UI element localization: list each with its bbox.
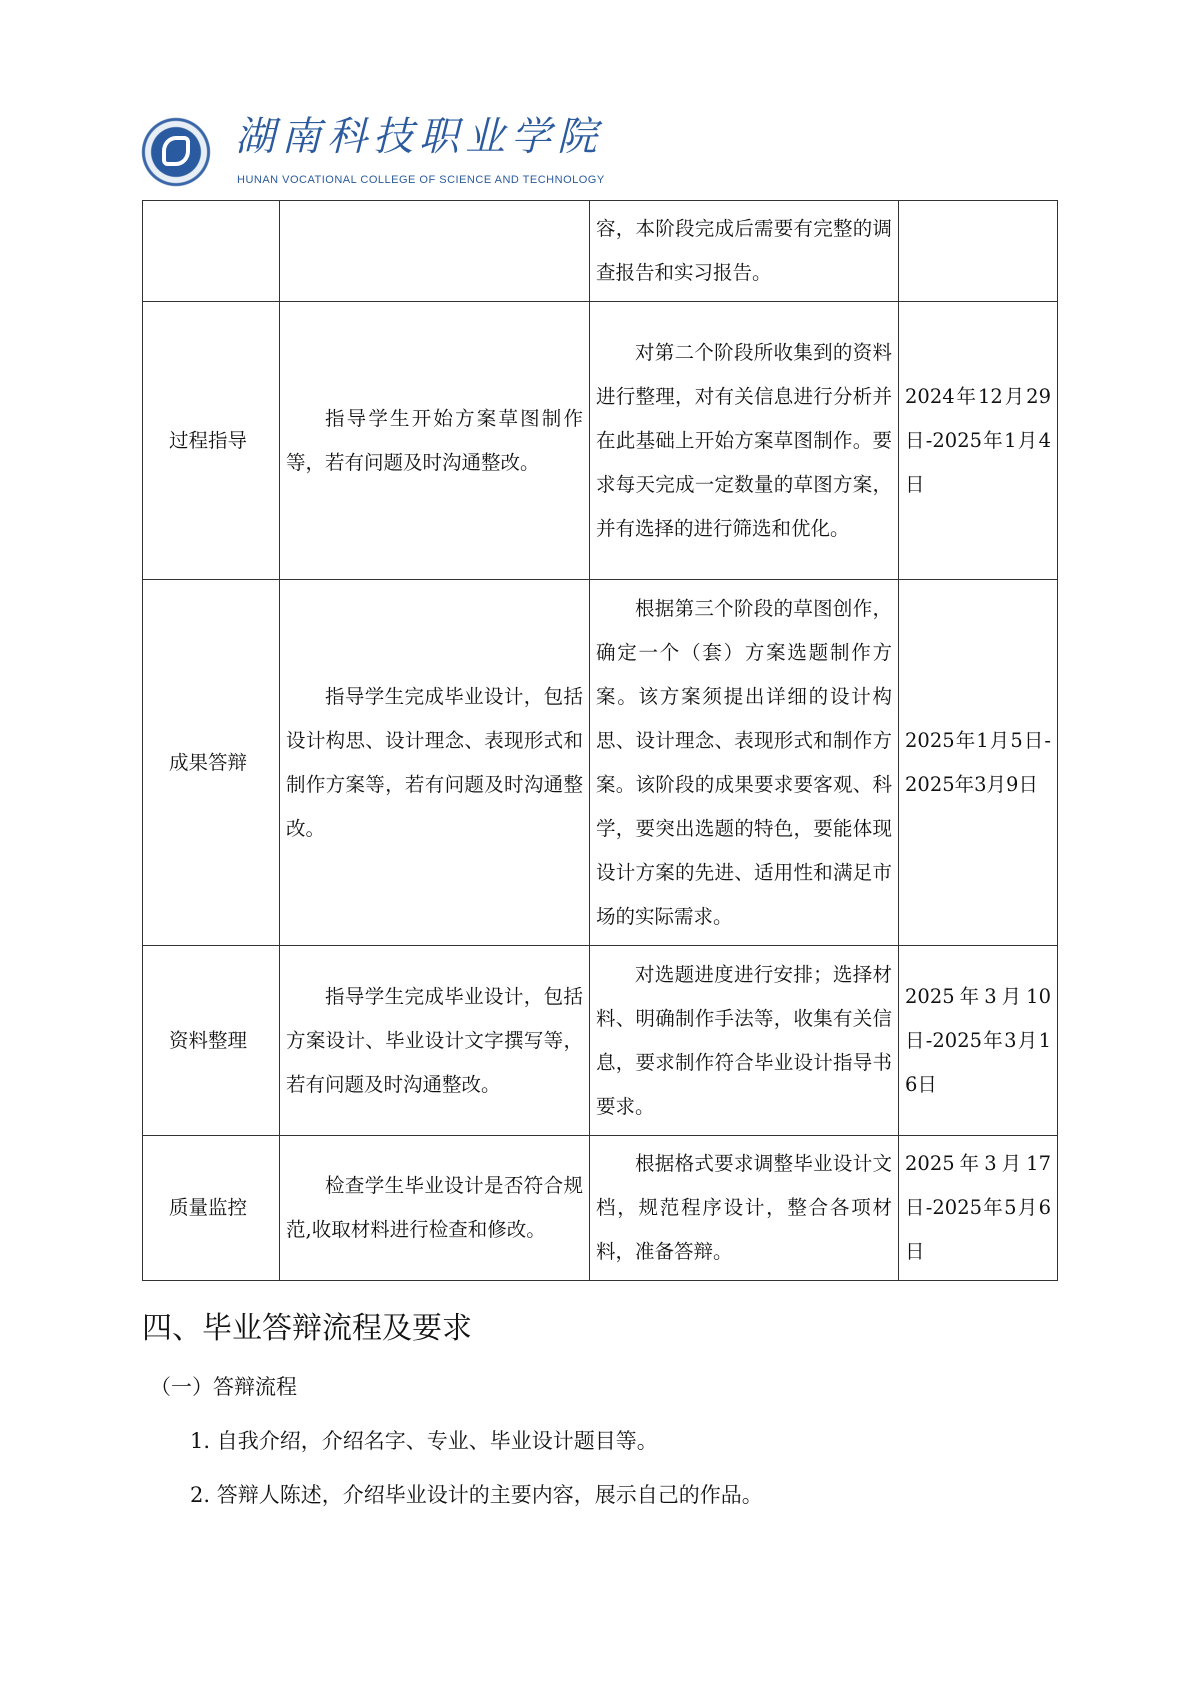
schedule-table (142, 200, 1058, 1281)
content-text: 对选题进度进行安排；选择材料、明确制作手法等，收集有关信息，要求制作符合毕业设计指导书要求。 (596, 962, 892, 1118)
guidance-text: 指导学生完成毕业设计，包括方案设计、毕业设计文字撰写等，若有问题及时沟通整改。 (286, 984, 583, 1096)
table-row (143, 946, 1058, 1136)
guidance-cell (280, 580, 590, 946)
section-heading: 四、毕业答辩流程及要求 (142, 1311, 472, 1346)
page-body (142, 200, 1057, 1511)
time-cell (899, 201, 1058, 302)
stage-cell (143, 201, 280, 302)
list-item: 2. 答辩人陈述，介绍毕业设计的主要内容，展示自己的作品。 (190, 1483, 763, 1507)
table-row (143, 580, 1058, 946)
table-row (143, 201, 1058, 302)
content-cell (590, 302, 899, 580)
content-text: 根据格式要求调整毕业设计文档，规范程序设计，整合各项材料，准备答辩。 (596, 1152, 892, 1263)
time-cell: 2025年1月5日-2025年3月9日 (899, 580, 1058, 946)
logo-english-name: HUNAN VOCATIONAL COLLEGE OF SCIENCE AND TECHNOLOGY (237, 174, 605, 186)
content-text: 容，本阶段完成后需要有完整的调查报告和实习报告。 (596, 217, 892, 284)
content-text: 对第二个阶段所收集到的资料进行整理，对有关信息进行分析并在此基础上开始方案草图制作。要求每天完成一定数量的草图方案，并有选择的进行筛选和优化。 (596, 340, 892, 540)
time-cell: 2025年3月10日-2025年3月16日 (899, 946, 1058, 1136)
college-logo (140, 112, 700, 196)
college-seal-icon (140, 116, 212, 188)
stage-cell: 资料整理 (143, 946, 280, 1136)
table-row (143, 302, 1058, 580)
time-cell: 2025年3月17日-2025年5月6日 (899, 1136, 1058, 1281)
content-cell (590, 946, 899, 1136)
guidance-text: 指导学生完成毕业设计，包括设计构思、设计理念、表现形式和制作方案等，若有问题及时沟通整改。 (286, 684, 583, 840)
guidance-text: 指导学生开始方案草图制作等，若有问题及时沟通整改。 (286, 406, 583, 474)
content-cell (590, 580, 899, 946)
stage-cell: 质量监控 (143, 1136, 280, 1281)
guidance-cell (280, 946, 590, 1136)
content-cell (590, 201, 899, 302)
guidance-cell (280, 1136, 590, 1281)
guidance-cell (280, 302, 590, 580)
guidance-text: 检查学生毕业设计是否符合规范,收取材料进行检查和修改。 (286, 1174, 583, 1241)
table-row (143, 1136, 1058, 1281)
logo-chinese-name: 湖南科技职业学院 (235, 114, 603, 160)
time-cell: 2024年12月29日-2025年1月4日 (899, 302, 1058, 580)
list-item: 1. 自我介绍，介绍名字、专业、毕业设计题目等。 (190, 1429, 658, 1453)
content-text: 根据第三个阶段的草图创作，确定一个（套）方案选题制作方案。该方案须提出详细的设计构思、设计理念、表现形式和制作方案。该阶段的成果要求要客观、科学，要突出选题的特色，要能体现设计方案的先进、适用性和满足市场的实际需求。 (596, 596, 892, 928)
stage-cell: 过程指导 (143, 302, 280, 580)
content-cell (590, 1136, 899, 1281)
stage-cell: 成果答辩 (143, 580, 280, 946)
guidance-cell (280, 201, 590, 302)
seal-mark-icon (162, 136, 190, 166)
section-subheading: （一）答辩流程 (150, 1375, 297, 1399)
